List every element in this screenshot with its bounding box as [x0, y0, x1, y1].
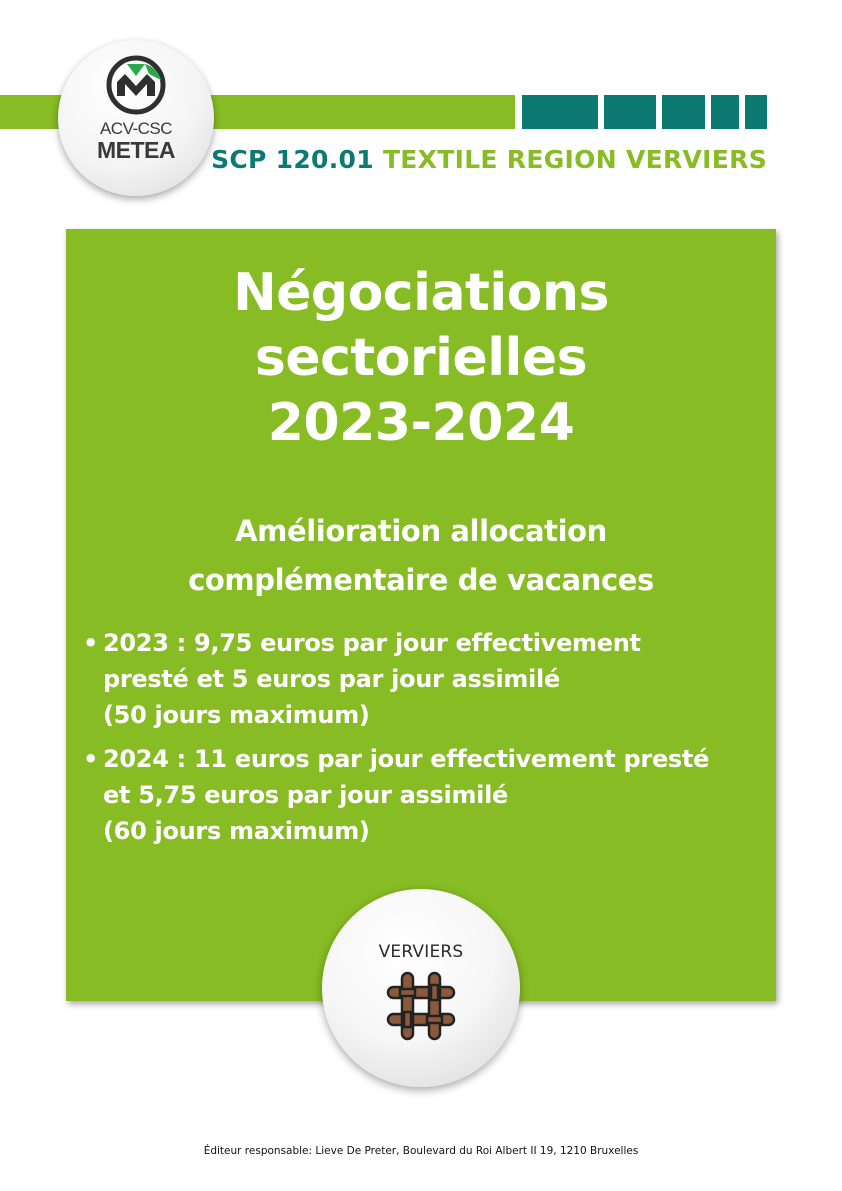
woven-textile-icon	[384, 969, 458, 1043]
committee-code: SCP 120.01	[211, 145, 374, 174]
bullet-list	[83, 625, 763, 857]
teal-band-block	[745, 95, 767, 129]
bullet-dot: •	[83, 745, 99, 773]
title-line: 2023-2024	[267, 393, 575, 453]
bullet-line: (50 jours maximum)	[103, 701, 370, 729]
bullet-line: 2023 : 9,75 euros par jour effectivement	[103, 629, 641, 657]
title-line: Négociations	[233, 263, 609, 323]
subtitle	[66, 507, 776, 605]
teal-band-block	[604, 95, 656, 129]
region-label: VERVIERS	[378, 942, 464, 962]
page-title	[66, 261, 776, 456]
logo-line-2: METEA	[97, 137, 175, 163]
acv-csc-metea-logo	[58, 40, 214, 196]
header-title	[211, 145, 767, 174]
bullet-line: 2024 : 11 euros par jour effectivement presté	[103, 745, 710, 773]
bullet-line: et 5,75 euros par jour assimilé	[103, 781, 508, 809]
region-badge	[322, 889, 520, 1087]
subtitle-line: complémentaire de vacances	[188, 563, 654, 597]
committee-name: TEXTILE REGION VERVIERS	[382, 145, 767, 174]
teal-band-block	[711, 95, 739, 129]
bullet-item-2024	[83, 741, 763, 849]
teal-band-block	[522, 95, 598, 129]
bullet-line: (60 jours maximum)	[103, 817, 370, 845]
bullet-line: presté et 5 euros par jour assimilé	[103, 665, 560, 693]
teal-band-block	[662, 95, 705, 129]
publisher-footer: Éditeur responsable: Lieve De Preter, Boulevard du Roi Albert II 19, 1210 Bruxelles	[203, 1145, 639, 1157]
bullet-item-2023	[83, 625, 763, 733]
main-panel	[66, 229, 776, 1001]
title-line: sectorielles	[254, 328, 588, 388]
subtitle-line: Amélioration allocation	[235, 514, 607, 548]
acv-csc-logo-mark-icon	[103, 52, 169, 118]
logo-line-1: ACV-CSC	[99, 119, 173, 138]
bullet-dot: •	[83, 629, 99, 657]
